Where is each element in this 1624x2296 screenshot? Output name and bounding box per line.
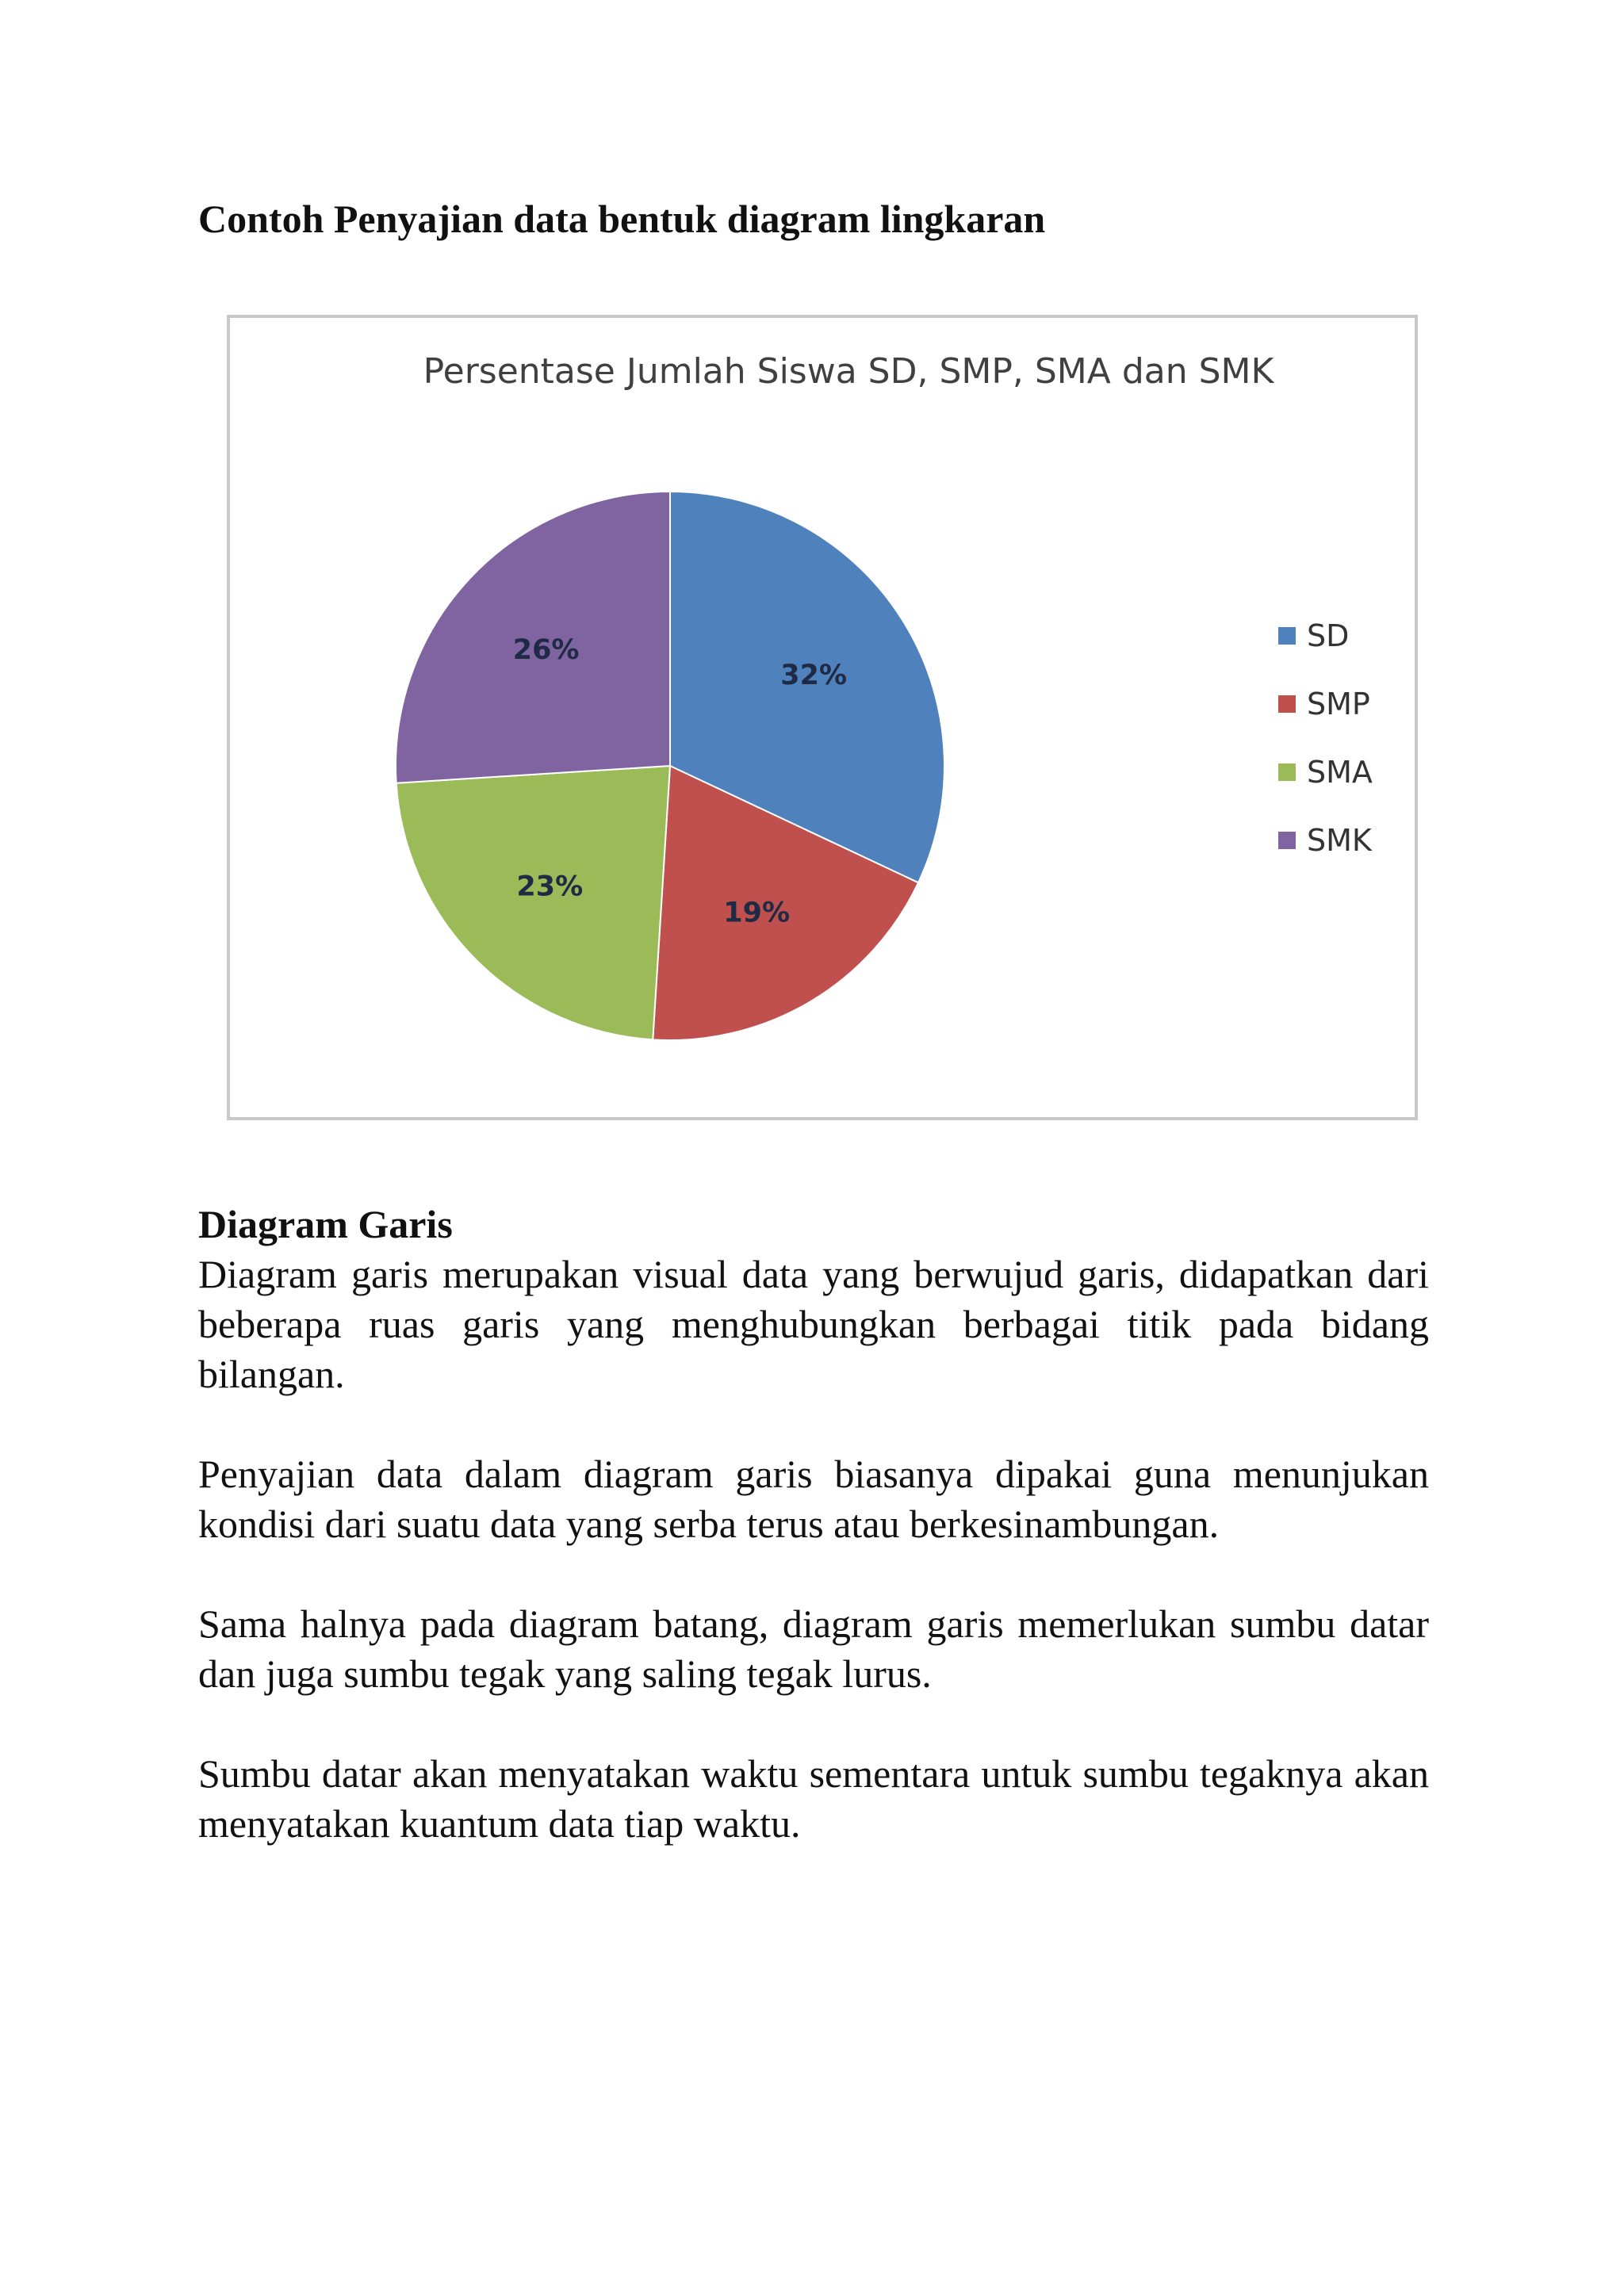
pie-chart-frame xyxy=(227,315,1418,1120)
paragraph-2: Penyajian data dalam diagram garis biasanya dipakai guna menunjukan kondisi dari suatu data yang serba terus atau berkesinambungan. xyxy=(198,1452,1429,1546)
legend-swatch-sd xyxy=(1278,627,1296,645)
pie-chart xyxy=(230,318,1415,1117)
legend-swatch-smk xyxy=(1278,832,1296,849)
page-heading: Contoh Penyajian data bentuk diagram lingkaran xyxy=(198,197,1046,241)
legend-swatch-sma xyxy=(1278,763,1296,781)
legend-label-sd: SD xyxy=(1307,618,1350,653)
legend-swatch-smp xyxy=(1278,695,1296,713)
line-chart-section xyxy=(198,1200,1429,1899)
slice-label-sma: 23% xyxy=(516,871,584,903)
slice-label-sd: 32% xyxy=(780,660,848,692)
legend-label-sma: SMA xyxy=(1307,755,1373,790)
paragraph-4: Sumbu datar akan menyatakan waktu sementara untuk sumbu tegaknya akan menyatakan kuantum data tiap waktu. xyxy=(198,1751,1429,1846)
chart-title: Persentase Jumlah Siswa SD, SMP, SMA dan SMK xyxy=(423,351,1274,392)
chart-legend xyxy=(1278,618,1373,858)
slice-label-smk: 26% xyxy=(512,634,580,667)
legend-label-smp: SMP xyxy=(1307,687,1370,721)
section-title: Diagram Garis xyxy=(198,1202,453,1246)
pie-slices xyxy=(396,492,944,1040)
paragraph-3: Sama halnya pada diagram batang, diagram garis memerlukan sumbu datar dan juga sumbu tegak yang saling tegak lurus. xyxy=(198,1601,1429,1696)
legend-label-smk: SMK xyxy=(1307,823,1372,858)
paragraph-1: Diagram garis merupakan visual data yang berwujud garis, didapatkan dari beberapa ruas garis yang menghubungkan berbagai titik pada bidang bilangan. xyxy=(198,1252,1429,1396)
slice-label-smp: 19% xyxy=(723,897,791,929)
